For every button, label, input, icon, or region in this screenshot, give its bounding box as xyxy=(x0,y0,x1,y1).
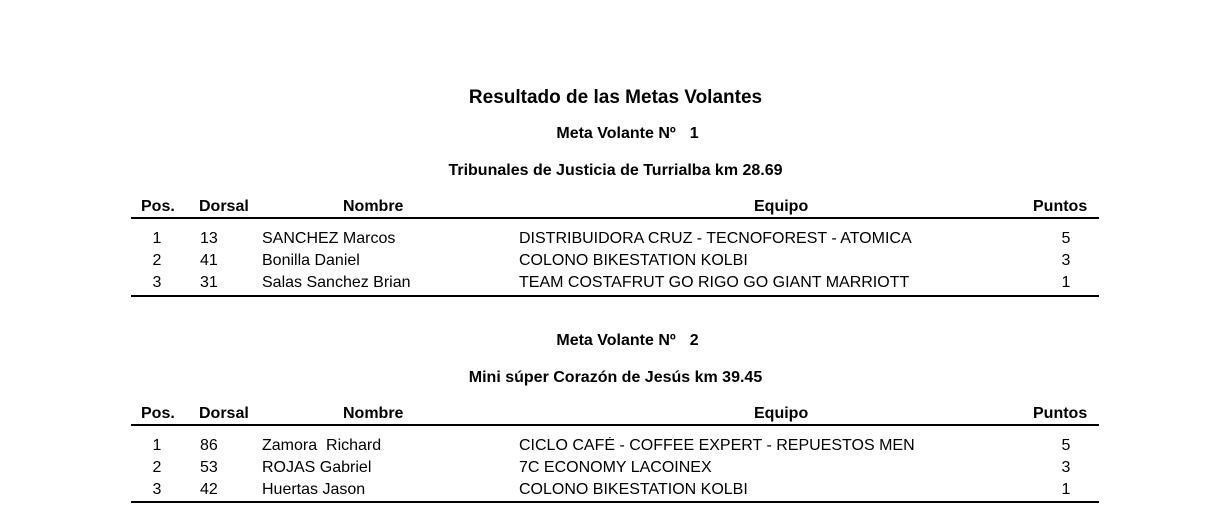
row-pos: 1 xyxy=(152,437,162,454)
column-header-nombre: Nombre xyxy=(343,405,404,422)
column-header-dorsal: Dorsal xyxy=(199,405,249,422)
row-nombre: Bonilla Daniel xyxy=(262,252,360,269)
row-equipo: 7C ECONOMY LACOINEX xyxy=(519,459,712,476)
column-header-pos: Pos. xyxy=(141,198,175,215)
header-divider xyxy=(131,217,1099,219)
column-header-dorsal: Dorsal xyxy=(199,198,249,215)
row-pos: 3 xyxy=(152,481,162,498)
row-dorsal: 13 xyxy=(200,230,218,247)
column-header-nombre: Nombre xyxy=(343,198,404,215)
column-header-equipo: Equipo xyxy=(754,405,809,422)
row-equipo: COLONO BIKESTATION KOLBI xyxy=(519,252,748,269)
meta-volante-heading xyxy=(0,125,1218,143)
meta-volante-label: Meta Volante Nº xyxy=(556,125,676,142)
meta-volante-heading xyxy=(0,332,1218,350)
meta-volante-location: Mini súper Corazón de Jesús km 39.45 xyxy=(468,369,763,386)
row-nombre: Huertas Jason xyxy=(262,481,366,498)
row-nombre: Salas Sanchez Brian xyxy=(262,274,411,291)
row-pos: 2 xyxy=(152,459,162,476)
row-dorsal: 31 xyxy=(200,274,218,291)
column-header-equipo: Equipo xyxy=(754,198,809,215)
table-bottom-divider xyxy=(131,295,1099,297)
row-puntos: 5 xyxy=(1061,437,1071,454)
meta-volante-number: 2 xyxy=(689,332,699,349)
row-puntos: 1 xyxy=(1061,274,1071,291)
header-divider xyxy=(131,424,1099,426)
column-header-puntos: Puntos xyxy=(1033,198,1088,215)
row-puntos: 3 xyxy=(1061,459,1071,476)
row-pos: 2 xyxy=(152,252,162,269)
row-puntos: 3 xyxy=(1061,252,1071,269)
row-equipo: CICLO CAFÉ - COFFEE EXPERT - REPUESTOS MEN xyxy=(519,437,915,454)
row-dorsal: 86 xyxy=(200,437,218,454)
row-nombre: SANCHEZ Marcos xyxy=(262,230,396,247)
row-equipo: TEAM COSTAFRUT GO RIGO GO GIANT MARRIOTT xyxy=(519,274,910,291)
row-puntos: 1 xyxy=(1061,481,1071,498)
row-puntos: 5 xyxy=(1061,230,1071,247)
column-header-pos: Pos. xyxy=(141,405,175,422)
meta-volante-location: Tribunales de Justicia de Turrialba km 28.69 xyxy=(448,162,783,179)
row-nombre: Zamora Richard xyxy=(262,437,382,454)
row-equipo: DISTRIBUIDORA CRUZ - TECNOFOREST - ATOMICA xyxy=(519,230,912,247)
row-pos: 1 xyxy=(152,230,162,247)
column-header-puntos: Puntos xyxy=(1033,405,1088,422)
row-equipo: COLONO BIKESTATION KOLBI xyxy=(519,481,748,498)
row-pos: 3 xyxy=(152,274,162,291)
table-bottom-divider xyxy=(131,501,1099,503)
meta-volante-label: Meta Volante Nº xyxy=(556,332,676,349)
meta-volante-number: 1 xyxy=(689,125,699,142)
row-dorsal: 42 xyxy=(200,481,218,498)
row-nombre: ROJAS Gabriel xyxy=(262,459,372,476)
row-dorsal: 53 xyxy=(200,459,218,476)
row-dorsal: 41 xyxy=(200,252,218,269)
page-title: Resultado de las Metas Volantes xyxy=(468,87,763,108)
